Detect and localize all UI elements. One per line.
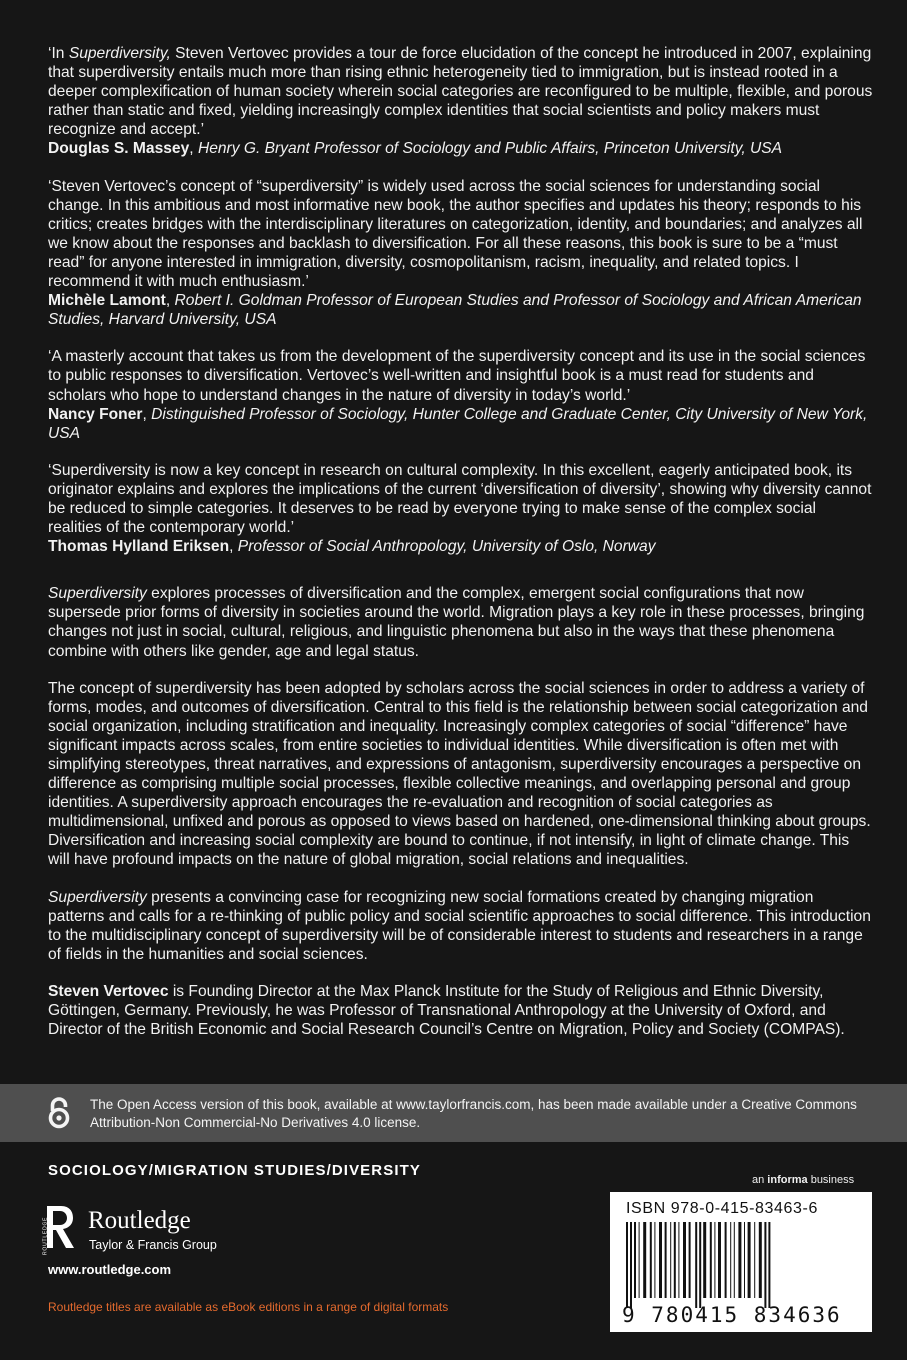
endorser-role: Distinguished Professor of Sociology, Hunter College and Graduate Center, City University of New York, USA [48,405,868,442]
barcode-bar [714,1222,715,1298]
isbn-barcode [610,1192,872,1332]
endorsement-attribution: Douglas S. Massey, Henry G. Bryant Professor of Sociology and Public Affairs, Princeton University, USA [48,140,783,158]
publisher-group: Taylor & Francis Group [89,1238,217,1252]
barcode-bar [674,1222,676,1298]
endorsement [48,44,873,159]
description-paragraph: The concept of superdiversity has been adopted by scholars across the social sciences in order to address a variety of forms, modes, and outcomes of diversification. Central to this field is the relationship between social categorization and social organization, including stratification and inequality. Increasingly complex categories of social “difference” have significant impacts across scales, from entire societies to individual identities. While diversification is often met with simplifying stereotypes, threat narratives, and expressions of antagonism, superdiversity encourages a perspective on difference as comprising multiple social processes, flexible collective meanings, and overlapping personal and group identities. A superdiversity approach encourages the re-evaluation and recognition of social categories as multidimensional, unfixed and porous as opposed to views based on hardened, one-dimensional thinking about groups. Diversification and increasing social complexity are bound to continue, if not intensify, in light of climate change. This will have profound impacts on the nature of global migration, social relations and inequalities. [48,679,871,869]
barcode-bar [643,1222,646,1298]
barcode-bar [634,1222,636,1298]
author-bio: Steven Vertovec is Founding Director at the Max Planck Institute for the Study of Religious and Ethnic Diversity, Göttingen, Germany. Previously, he was Professor of Transnational Anthropology at the University of Oxford, and Director of the British Economic and Social Research Council’s Centre on Migration, Policy and Society (COMPAS). [48,982,845,1039]
open-access-band [0,1084,907,1142]
endorser-role: Professor of Social Anthropology, University of Oslo, Norway [237,538,656,556]
barcode-bar [670,1222,671,1298]
barcode-bar [689,1222,691,1298]
barcode-bar [699,1222,701,1308]
publisher-website-link[interactable]: www.routledge.com [48,1262,172,1277]
publisher-name: Routledge [88,1207,191,1234]
isbn-label: ISBN 978-0-415-83463-6 [626,1200,818,1217]
book-title: Superdiversity [48,888,147,906]
barcode-bar [754,1222,755,1298]
barcode-bar [703,1222,706,1298]
barcode-bar [678,1222,679,1298]
endorser-role: Henry G. Bryant Professor of Sociology and Public Affairs, Princeton University, USA [197,140,783,158]
barcode-bar [730,1222,731,1298]
endorser-role: Robert I. Goldman Professor of European Studies and Professor of Sociology and African American Studies, Harvard University, USA [48,292,862,329]
barcode-bar [626,1222,628,1308]
barcode-bar [748,1222,751,1298]
endorsement [48,347,873,442]
endorsement-quote: ‘A masterly account that takes us from the development of the superdiversity concept and its use in the social sciences to public responses to diversification. Vertovec’s well-written and insightful book is a must read for students and scholars who hope to understand changes in the nature of diversity in today’s world.’ [48,348,866,404]
barcode-bar [630,1222,632,1308]
endorser-name: Douglas S. Massey [48,140,190,158]
barcode-bar [639,1222,640,1298]
subject-category: SOCIOLOGY/MIGRATION STUDIES/DIVERSITY [48,1162,421,1179]
back-cover-text [48,44,873,1039]
barcode-bars [624,1222,858,1308]
barcode-bar [695,1222,697,1308]
endorsement-quote: ‘Superdiversity is now a key concept in research on cultural complexity. In this excellent, eagerly anticipated book, its originator explains and explores the implications of the current ‘diversification of diversity’, showing why diversity cannot be reduced to simple categories. It deserves to be read by everyone trying to make sense of the complex social realities of the contemporary world.’ [48,461,872,537]
barcode-bar [738,1222,741,1298]
endorsement-attribution: Nancy Foner, Distinguished Professor of Sociology, Hunter College and Graduate Center, City University of New York, USA [48,405,868,442]
routledge-logo-icon [44,1204,76,1256]
description-paragraph: Superdiversity presents a convincing case for recognizing new social formations created by changing migration patterns and calls for a re-thinking of public policy and social scientific approaches to social difference. This introduction to the multidisciplinary concept of superdiversity will be of considerable interest to students and researchers in a range of fields in the humanities and social sciences. [48,888,871,963]
barcode-bar [683,1222,686,1298]
barcode-bar [725,1222,727,1298]
open-access-icon [46,1096,72,1130]
endorser-name: Nancy Foner [48,405,143,423]
barcode-bar [710,1222,712,1298]
barcode-bar [759,1222,762,1298]
informa-brand: informa [767,1174,808,1186]
barcode-bar [718,1222,721,1298]
endorsement-quote: ‘Steven Vertovec’s concept of “superdiversity” is widely used across the social sciences for understanding social change. In this ambitious and most informative new book, the author specifies and updates his theory; responds to his critics; creates bridges with the interdisciplinary literatures on categorization, identity, and boundaries; and analyzes all we know about the responses and backlash to diversification. For all these reasons, this book is sure to be a “must read” for anyone interested in immigration, diversity, cosmopolitanism, racism, inequality, and related topics. I recommend it with much enthusiasm.’ [48,177,863,291]
barcode-bar [665,1222,667,1298]
barcode-bar [768,1222,770,1308]
description-paragraph: Superdiversity explores processes of diversification and the complex, emergent social configurations that now supersede prior forms of diversity in societies around the world. Migration plays a key role in these processes, bringing changes not just in social, cultural, religious, and linguistic phenomena but also in the ways that these phenomena combine with others like gender, age and legal status. [48,585,865,660]
ebook-note: Routledge titles are available as eBook editions in a range of digital formats [48,1300,449,1314]
endorser-name: Thomas Hylland Eriksen [48,538,230,556]
endorsement-attribution: Thomas Hylland Eriksen, Professor of Social Anthropology, University of Oslo, Norway [48,538,656,556]
open-access-notice: The Open Access version of this book, available at www.taylorfrancis.com, has been made available under a Creative Commons Attribution-Non Commercial-No Derivatives 4.0 license. [90,1097,857,1130]
barcode-bar [734,1222,735,1298]
svg-text:ROUTLEDGE: ROUTLEDGE [42,1216,49,1255]
barcode-bar [744,1222,745,1298]
book-title: Superdiversity, [68,45,171,62]
endorser-name: Michèle Lamont [48,292,166,310]
endorsement-quote: ‘In Superdiversity, Steven Vertovec provides a tour de force elucidation of the concept he introduced in 2007, explaining that superdiversity entails much more than rising ethnic heterogeneity tied to immigration, but is instead rooted in a deeper complexification of human society wherein social categories are reconfigured to be multiple, flexible, and porous rather than static and fixed, yielding increasingly complex identities that social scientists and policy makers must recognize and accept.’ [48,45,873,139]
barcode-bar [654,1222,655,1298]
logo-vertical-wordmark [43,1217,49,1255]
barcode-bar [650,1222,652,1298]
barcode-digits: 9 780415 834636 [622,1303,842,1327]
endorsement [48,461,873,556]
barcode-bar [659,1222,662,1298]
barcode-bar [764,1222,766,1308]
book-title: Superdiversity [48,585,147,603]
endorsement [48,177,873,330]
book-description [48,584,873,964]
author-name: Steven Vertovec [48,982,169,1000]
endorsement-attribution: Michèle Lamont, Robert I. Goldman Professor of European Studies and Professor of Sociology and African American Studies, Harvard University, USA [48,292,862,329]
informa-business-tag: an informa business [752,1174,855,1186]
